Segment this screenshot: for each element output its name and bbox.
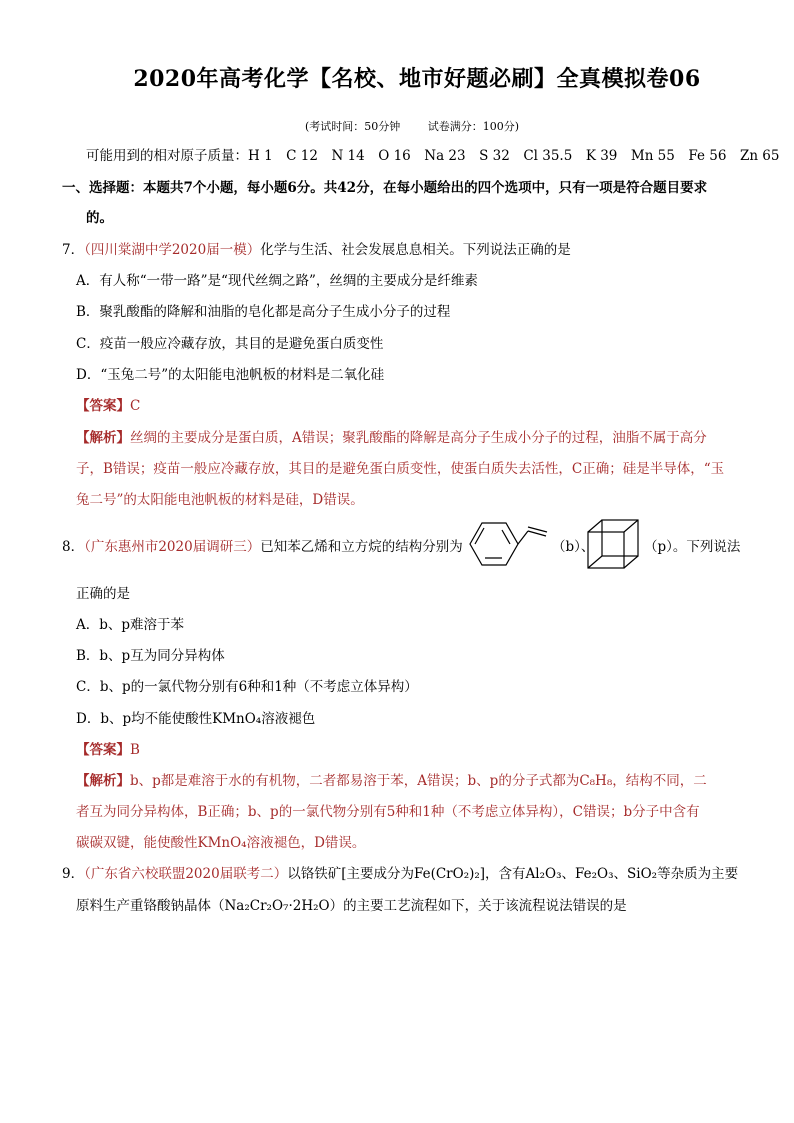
q8-analysis-line2: 者互为同分异构体，B正确；b、p的一氯代物分别有5种和1种（不考虑立体异构），C错误；b分子中含有 [76,804,700,820]
q7-analysis-line1 [76,428,707,448]
q7-option-d: D．“玉兔二号”的太阳能电池帆板的材料是二氧化硅 [76,367,385,383]
answer-label: 【答案】 [76,742,130,758]
analysis-label: 【解析】 [76,430,130,446]
q8-analysis-line3: 碳碳双键，能使酸性KMnO₄溶液褪色，D错误。 [76,835,366,851]
styrene-structure [466,514,552,574]
question-text: 已知苯乙烯和立方烷的结构分别为 [260,539,463,555]
analysis-label: 【解析】 [76,773,130,789]
answer-label: 【答案】 [76,398,130,414]
q7-answer [76,396,140,416]
q8-option-a: A．b、p难溶于苯 [76,617,185,633]
section-heading-line1: 一、选择题：本题共7个小题，每小题6分。共42分，在每小题给出的四个选项中，只有一项是符合题目要求 [62,180,708,196]
q8-option-c: C．b、p的一氯代物分别有6种和1种（不考虑立体异构） [76,679,418,695]
question-number: 9． [62,866,85,882]
analysis-text: b、p都是难溶于水的有机物，二者都易溶于苯，A错误；b、p的分子式都为C₈H₈，结构不同，二 [130,773,707,789]
q7-option-c: C．疫苗一般应冷藏存放，其目的是避免蛋白质变性 [76,336,384,352]
full-score: 试卷满分：100分) [427,120,520,133]
q8-analysis-line1 [76,771,707,791]
question-text: 以铬铁矿[主要成分为Fe(CrO₂)₂]，含有Al₂O₃、Fe₂O₃、SiO₂等杂质为主要 [287,866,739,882]
q8-option-d: D．b、p均不能使酸性KMnO₄溶液褪色 [76,711,316,727]
label-b: （b）、 [552,539,595,555]
q7-analysis-line2: 子，B错误；疫苗一般应冷藏存放，其目的是避免蛋白质变性，使蛋白质失去活性，C正确；硅是半导体，“玉 [76,461,725,477]
page-title: 2020年高考化学【名校、地市好题必刷】全真模拟卷06 [133,66,701,92]
q8-option-b: B．b、p互为同分异构体 [76,648,225,664]
question-source: （广东省六校联盟2020届联考二） [84,866,288,882]
answer-value: B [130,742,140,758]
q8-answer [76,740,140,760]
question-number: 7． [62,242,85,258]
cubane-structure [584,516,644,572]
question-source: （广东惠州市2020届调研三） [84,539,261,555]
exam-time: (考试时间：50分钟 [304,120,401,133]
answer-value: C [130,398,141,414]
question-9-stem-line2: 原料生产重铬酸钠晶体（Na₂Cr₂O₇·2H₂O）的主要工艺流程如下，关于该流程说法错误的是 [76,898,627,914]
q7-analysis-line3: 兔二号”的太阳能电池帆板的材料是硅，D错误。 [76,492,364,508]
question-source: （四川棠湖中学2020届一模） [84,242,261,258]
question-number: 8． [62,539,85,555]
exam-info [0,118,794,134]
question-9-stem [62,864,738,884]
atomic-masses: 可能用到的相对原子质量：H 1 C 12 N 14 O 16 Na 23 S 32 Cl 35.5 K 39 Mn 55 Fe 56 Zn 65 [86,148,780,164]
label-p: （p）。下列说法 [644,539,741,555]
q8-stem-continued: 正确的是 [76,586,130,602]
section-heading-line2: 的。 [86,210,113,226]
question-8-stem [62,537,463,557]
q7-option-b: B．聚乳酸酯的降解和油脂的皂化都是高分子生成小分子的过程 [76,304,451,320]
analysis-text: 丝绸的主要成分是蛋白质，A错误；聚乳酸酯的降解是高分子生成小分子的过程，油脂不属于高分 [130,430,707,446]
q7-option-a: A．有人称“一带一路”是“现代丝绸之路”，丝绸的主要成分是纤维素 [76,273,478,289]
question-text: 化学与生活、社会发展息息相关。下列说法正确的是 [260,242,571,258]
question-7-stem [62,240,571,260]
